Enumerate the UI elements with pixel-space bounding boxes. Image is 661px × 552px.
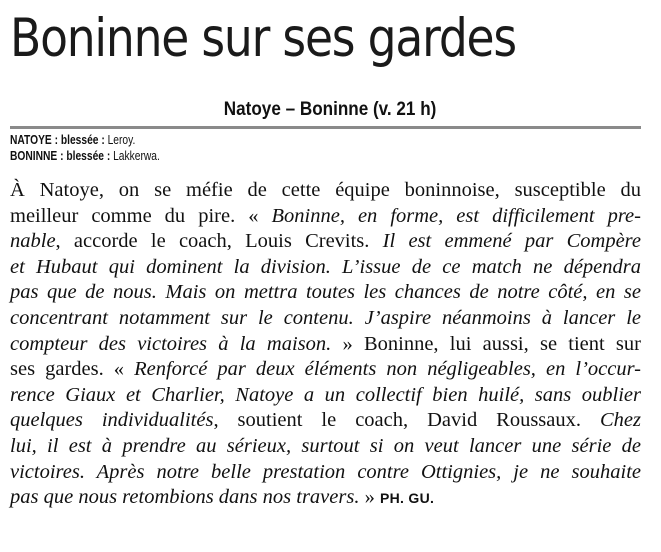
- body-line: pas que de nous. Mais on mettra toutes les chances de notre côté, en se: [10, 281, 641, 304]
- body-line: lui, il est à prendre au sérieux, surtout si on veut lancer une série de: [10, 434, 641, 457]
- headline: Boninne sur ses gardes: [10, 8, 516, 69]
- author-byline: PH. GU.: [379, 490, 435, 507]
- quote-segment: quelques individualités: [10, 409, 214, 432]
- quote-segment: Renforcé par deux éléments non négligeables, en l’occur-: [134, 358, 641, 381]
- injury-player: Leroy.: [107, 133, 136, 147]
- quote-segment: compteur des victoires à la maison.: [10, 332, 332, 355]
- body-line: et Hubaut qui dominent la division. L’issue de ce match ne dépendra: [10, 255, 641, 278]
- body-line: victoires. Après notre belle prestation contre Ottignies, je ne souhaite: [10, 460, 641, 483]
- body-line: [10, 357, 641, 383]
- injury-line-natoye: [10, 132, 160, 148]
- injury-line-boninne: [10, 148, 160, 164]
- quote-segment: Chez: [600, 409, 641, 432]
- quote-segment: nable: [10, 230, 56, 253]
- injury-team-label: NATOYE : blessée :: [10, 133, 108, 147]
- body-line: [10, 204, 641, 230]
- injury-info: [10, 132, 160, 164]
- body-line: [10, 408, 641, 434]
- body-line: rence Giaux et Charlier, Natoye a un collectif bien huilé, sans oublier: [10, 383, 641, 406]
- body-text-segment: » Boninne, lui aussi, se tient sur: [331, 332, 641, 355]
- match-title: Natoye – Boninne (v. 21 h): [224, 99, 437, 120]
- quote-segment: Il est emmené par Compère: [382, 230, 641, 253]
- body-line: [10, 332, 641, 358]
- match-heading: [0, 98, 661, 122]
- body-line: concentrant notamment sur le contenu. J’aspire néanmoins à lancer le: [10, 306, 641, 329]
- injury-team-label: BONINNE : blessée :: [10, 149, 114, 163]
- quote-segment: pas que nous retombions dans nos travers.: [10, 486, 360, 509]
- article-body: [10, 178, 641, 512]
- body-text-segment: meilleur comme du pire. «: [10, 204, 272, 227]
- divider-rule: [10, 126, 641, 129]
- quote-segment: Boninne, en forme, est difficilement pre-: [271, 204, 641, 227]
- body-line: [10, 229, 641, 255]
- body-text-segment: , soutient le coach, David Roussaux.: [213, 409, 600, 432]
- body-text-segment: , accorde le coach, Louis Crevits.: [55, 230, 383, 253]
- body-text-segment: ses gardes. «: [10, 358, 135, 381]
- body-line: À Natoye, on se méfie de cette équipe boninnoise, susceptible du: [10, 179, 641, 201]
- body-line: [10, 485, 641, 512]
- injury-player: Lakkerwa.: [113, 149, 160, 163]
- body-text-segment: »: [359, 486, 380, 509]
